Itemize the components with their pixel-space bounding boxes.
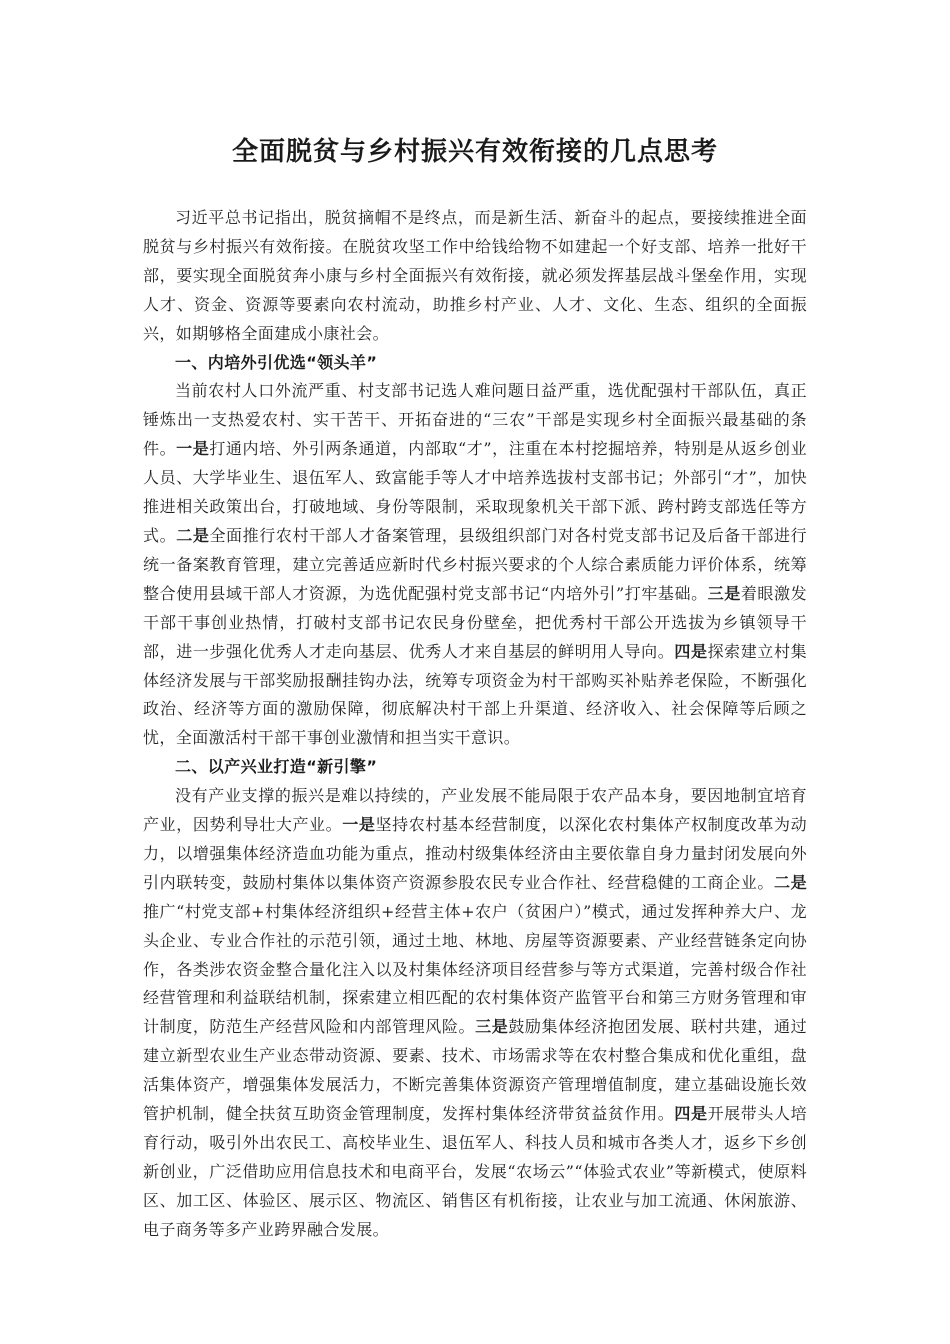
section-1-paragraph [143,377,807,753]
section-1-point-2-text: 全面推行农村干部人才备案管理，县级组织部门对各村党支部书记及后备干部进行统一备案教育管理，建立完善适应新时代乡村振兴要求的个人综合素质能力评价体系，统筹整合使用县域干部人才资源，为选优配强村党支部书记“内培外引”打牢基础。 [143,525,807,603]
section-1-point-1-text: 打通内培、外引两条通道，内部取“才”，注重在本村挖掘培养，特别是从返乡创业人员、大学毕业生、退伍军人、致富能手等人才中培养选拔村支部书记；外部引“才”，加快推进相关政策出台，打破地域、身份等限制，采取现象机关干部下派、跨村跨支部选任等方式。 [143,439,807,545]
section-2-text: 没有产业支撑的振兴是难以持续的，产业发展不能局限于农产品本身，要因地制宜培育产业，因势利导壮大产业。 [143,786,807,835]
document-page [143,128,807,1245]
section-2-heading: 二、以产兴业打造“新引擎” [175,757,378,777]
intro-paragraph: 习近平总书记指出，脱贫摘帽不是终点，而是新生活、新奋斗的起点，要接续推进全面脱贫与乡村振兴有效衔接。在脱贫攻坚工作中给钱给物不如建起一个好支部、培养一批好干部，要实现全面脱贫奔小康与乡村全面振兴有效衔接，就必须发挥基层战斗堡垒作用，实现人才、资金、资源等要素向农村流动，助推乡村产业、人才、文化、生态、组织的全面振兴，如期够格全面建成小康社会。 [143,208,807,343]
section-2-point-4-text: 开展带头人培育行动，吸引外出农民工、高校毕业生、退伍军人、科技人员和城市各类人才，返乡下乡创新创业，广泛借助应用信息技术和电商平台，发展“农场云”“体验式农业”等新模式，使原料区、加工区、体验区、展示区、物流区、销售区有机衔接，让农业与加工流通、休闲旅游、电子商务等多产业跨界融合发展。 [143,1104,807,1239]
section-1-text: 当前农村人口外流严重、村支部书记选人难问题日益严重，选优配强村干部队伍，真正锤炼出一支热爱农村、实干苦干、开拓奋进的“三农”干部是实现乡村全面振兴最基础的条件。 [143,381,807,459]
section-2-point-4-label: 四是 [674,1104,708,1124]
section-1-point-3-text: 着眼激发干部干事创业热情，打破村支部书记农民身份壁垒，把优秀村干部公开选拔为乡镇领导干部，进一步强化优秀人才走向基层、优秀人才来自基层的鲜明用人导向。 [143,583,807,661]
section-2-point-3-text: 鼓励集体经济抱团发展、联村共建，通过建立新型农业生产业态带动资源、要素、技术、市场需求等在农村整合集成和优化重组，盘活集体资产，增强集体发展活力，不断完善集体资源资产管理增值制度，建立基础设施长效管护机制，健全扶贫互助资金管理制度，发挥村集体经济带贫益贫作用。 [143,1017,807,1124]
section-2-point-1-text: 坚持农村基本经营制度，以深化农村集体产权制度改革为动力，以增强集体经济造血功能为重点，推动村级集体经济由主要依靠自身力量封闭发展向外引内联转变，鼓励村集体以集体资产资源参股农民专业合作社、经营稳健的工商企业。 [143,815,807,892]
section-1-point-1-label: 一是 [176,439,210,459]
section-1-point-4-text: 探索建立村集体经济发展与干部奖励报酬挂钩办法，统筹专项资金为村干部购买补贴养老保险，不断强化政治、经济等方面的激励保障，彻底解决村干部上升渠道、经济收入、社会保障等后顾之忧，全面激活村干部干事创业激情和担当实干意识。 [143,641,807,748]
section-2-point-3-label: 三是 [475,1017,509,1037]
section-1-point-4-label: 四是 [674,641,708,661]
section-2-point-2-text: 推广“村党支部+村集体经济组织+经营主体+农户（贫困户）”模式，通过发挥种养大户、龙头企业、专业合作社的示范引领，通过土地、林地、房屋等资源要素、产业经营链条定向协作，各类涉农资金整合量化注入以及村集体经济项目经营参与等方式渠道，完善村级合作社经营管理和利益联结机制，探索建立相匹配的农村集体资产监管平台和第三方财务管理和审计制度，防范生产经营风险和内部管理风险。 [143,901,807,1037]
section-2-point-2-label: 二是 [773,872,807,892]
section-1-heading: 一、内培外引优选“领头羊” [175,352,378,372]
section-1-point-3-label: 三是 [707,583,741,603]
section-2-point-1-label: 一是 [342,815,376,835]
section-1-point-2-label: 二是 [176,525,210,545]
section-2-paragraph [143,782,807,1245]
document-title: 全面脱贫与乡村振兴有效衔接的几点思考 [231,137,718,167]
